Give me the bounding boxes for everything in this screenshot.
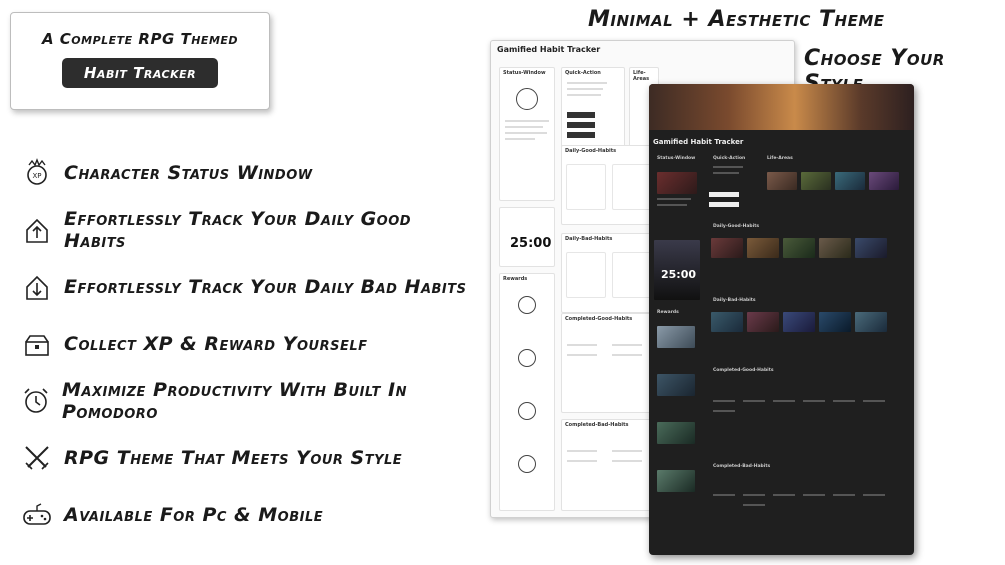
light-completed-bad-label: Completed-Bad-Habits — [565, 422, 629, 428]
alarm-clock-icon — [20, 384, 52, 418]
light-quick-action-label: Quick-Action — [565, 70, 601, 76]
dark-quick-action-label: Quick-Action — [713, 156, 746, 161]
cozy-room-banner — [649, 84, 914, 130]
dark-daily-good-label: Daily-Good-Habits — [713, 224, 760, 229]
feature-item — [20, 258, 480, 315]
light-pomodoro — [499, 207, 555, 267]
dark-completed-bad-label: Completed-Bad-Habits — [713, 464, 771, 469]
title-badge: Habit Tracker — [62, 58, 218, 88]
light-daily-bad-label: Daily-Bad-Habits — [565, 236, 613, 242]
light-status-label: Status-Window — [503, 70, 546, 76]
character-doodle — [516, 88, 538, 110]
feature-item — [20, 429, 480, 486]
gamepad-icon — [20, 498, 54, 532]
arrow-down-house-icon — [20, 270, 54, 304]
light-life-areas-label: Life-Areas — [633, 70, 650, 82]
feature-label: Effortlessly Track Your Daily Bad Habits — [64, 275, 467, 298]
feature-item — [20, 144, 480, 201]
dark-page-title: Gamified Habit Tracker — [653, 138, 744, 146]
feature-label: Collect XP & Reward Yourself — [64, 332, 368, 355]
feature-item — [20, 486, 480, 543]
dark-status-label: Status-Window — [657, 156, 696, 161]
light-completed-bad — [561, 419, 659, 511]
title-subtitle: A Complete RPG Themed — [41, 30, 239, 48]
light-timer: 25:00 — [510, 236, 552, 251]
feature-item — [20, 201, 480, 258]
light-daily-good-label: Daily-Good-Habits — [565, 148, 617, 154]
feature-item — [20, 372, 480, 429]
title-card — [10, 12, 270, 110]
light-status-window — [499, 67, 555, 201]
dark-completed-good-label: Completed-Good-Habits — [713, 368, 774, 373]
light-page-title: Gamified Habit Tracker — [497, 45, 601, 54]
svg-text:XP: XP — [32, 171, 42, 180]
crossed-swords-icon — [20, 441, 54, 475]
feature-label: Available For Pc & Mobile — [64, 503, 324, 526]
theme-heading: Minimal + Aesthetic Theme — [588, 7, 885, 32]
dark-daily-bad-label: Daily-Bad-Habits — [713, 298, 756, 303]
light-rewards — [499, 273, 555, 511]
light-rewards-label: Rewards — [503, 276, 528, 282]
feature-label: Maximize Productivity With Built In Pomodoro — [62, 378, 407, 423]
dark-timer: 25:00 — [661, 268, 697, 281]
feature-list — [20, 144, 480, 543]
light-completed-good — [561, 313, 659, 413]
light-daily-bad — [561, 233, 659, 313]
light-daily-good — [561, 145, 659, 225]
feature-label: Effortlessly Track Your Daily Good Habits — [63, 207, 412, 252]
treasure-chest-icon — [20, 327, 54, 361]
xp-badge-icon — [20, 156, 54, 190]
light-completed-good-label: Completed-Good-Habits — [565, 316, 633, 322]
arrow-up-house-icon — [20, 213, 54, 247]
dark-theme-preview — [649, 84, 914, 555]
feature-item — [20, 315, 480, 372]
style-heading: Choose Your — [804, 46, 945, 71]
feature-label: Character Status Window — [64, 161, 313, 184]
feature-label: RPG Theme That Meets Your Style — [64, 446, 403, 469]
dark-life-areas-label: Life-Areas — [767, 156, 793, 161]
dark-rewards-label: Rewards — [657, 310, 679, 315]
